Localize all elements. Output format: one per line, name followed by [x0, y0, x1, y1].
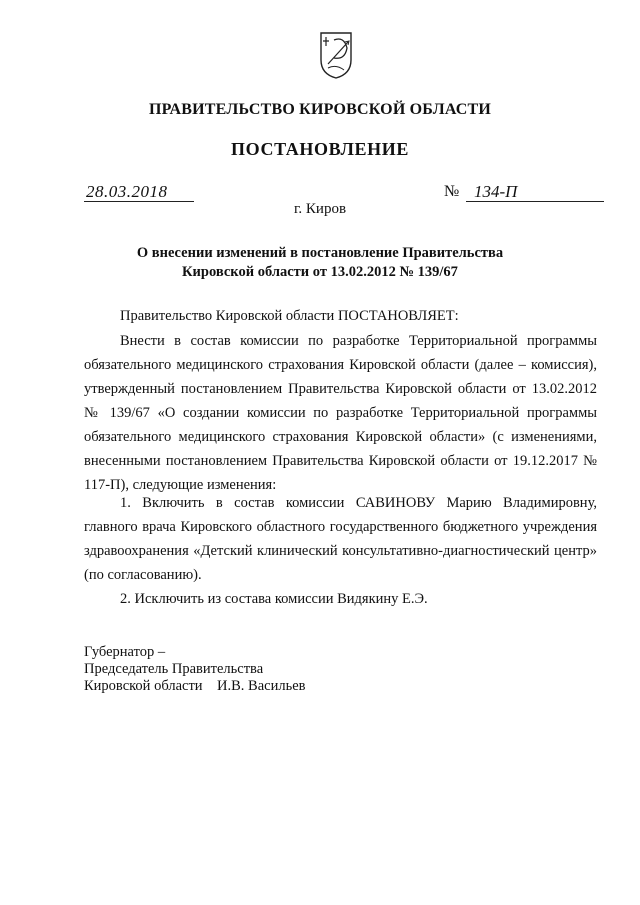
title-line-1: О внесении изменений в постановление Правительства	[136, 245, 504, 261]
resolution-clause: Правительство Кировской области ПОСТАНОВЛЯЕТ:	[120, 308, 459, 324]
number-sign: №	[444, 183, 460, 200]
document-title	[0, 244, 640, 282]
document-type-heading: ПОСТАНОВЛЕНИЕ	[231, 139, 409, 159]
title-line-2: Кировской области от 13.02.2012 № 139/67	[182, 264, 458, 280]
signature-line-2: Председатель Правительства	[84, 661, 264, 677]
city: г. Киров	[293, 201, 347, 217]
intro-paragraph: Внести в состав комиссии по разработке Территориальной программы обязательного медицинского страхования Кировской области (далее – комиссия), утвержденный постановлением Правительства Кировской области от 13.02.2012 № 139/67 «О создании комиссии по разработке Территориальной программы обязательного медицинского страхования Кировской области» (с изменениями, внесенными постановлением Правительства Кировской области от 19.12.2017 № 117-П), следующие изменения:	[84, 333, 597, 493]
document-date: 28.03.2018	[84, 183, 194, 202]
signature-line-3: Кировской области И.В. Васильев	[84, 678, 306, 694]
signature-line-1: Губернатор –	[84, 644, 166, 660]
item-1-paragraph: 1. Включить в состав комиссии САВИНОВУ Марию Владимировну, главного врача Кировского областного государственного бюджетного учреждения здравоохранения «Детский клинический консультативно-диагностический центр» (по согласованию).	[84, 495, 597, 583]
item-2-paragraph: 2. Исключить из состава комиссии Видякину Е.Э.	[120, 591, 428, 607]
signature-block	[84, 644, 306, 695]
document-number: 134-П	[466, 183, 604, 202]
kirov-coat-of-arms-icon	[318, 30, 354, 80]
authority-heading: ПРАВИТЕЛЬСТВО КИРОВСКОЙ ОБЛАСТИ	[148, 101, 492, 118]
